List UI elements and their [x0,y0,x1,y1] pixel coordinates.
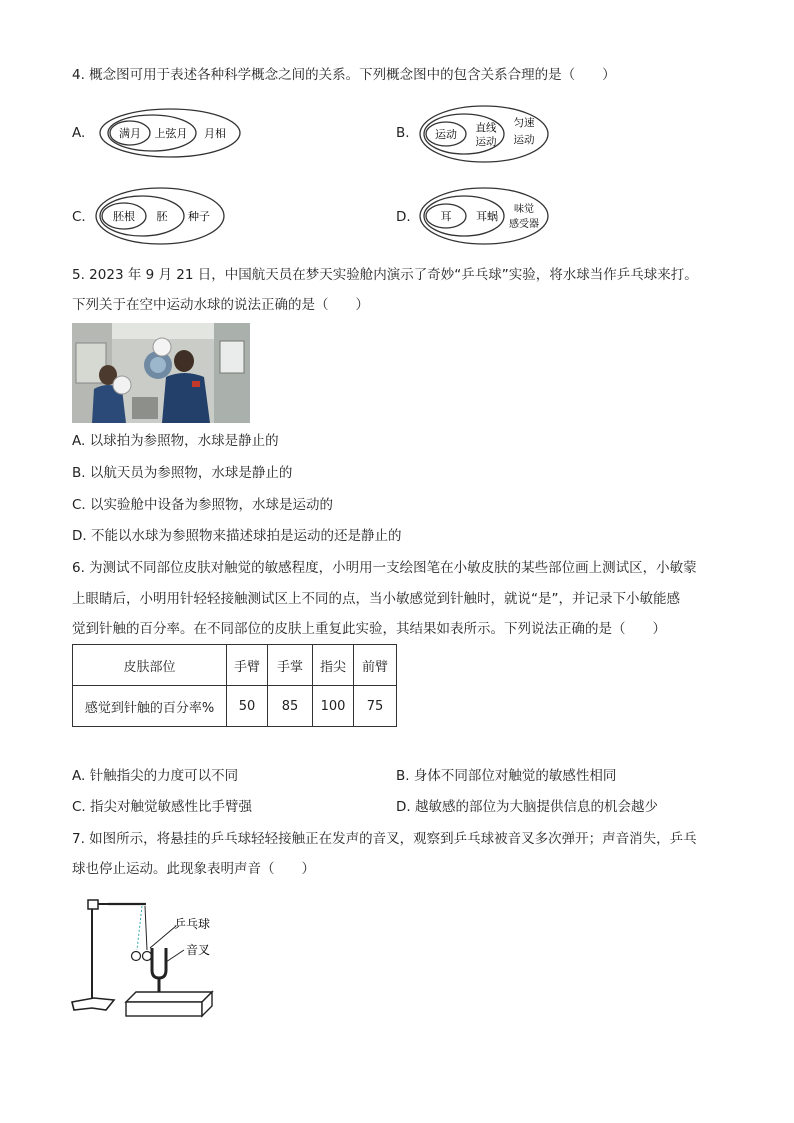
q4-option-d-diagram [418,186,552,246]
q4-b-middle-line1: 直线 [475,122,497,134]
q6-stem-line3: 觉到针触的百分率。在不同部位的皮肤上重复此实验，其结果如表所示。下列说法正确的是（ ） [72,621,666,637]
q6-option-a[interactable]: A. 针触指尖的力度可以不同 [72,768,239,784]
table-cell: 50 [227,686,268,727]
q5-stem-line1: 5. 2023 年 9 月 21 日，中国航天员在梦天实验舱内演示了奇妙“乒乓球”实验，将水球当作乒乓球来打。 [72,267,698,283]
q4-option-c-letter[interactable]: C. [72,209,86,225]
q6-stem-line2: 上眼睛后，小明用针轻轻接触测试区上不同的点，当小敏感觉到针触时，就说“是”，并记录下小敏能感 [72,591,680,607]
q4-a-inner: 满月 [119,127,141,140]
q4-d-outer-line2: 感受器 [509,219,539,230]
table-header-cell: 前臂 [354,645,397,686]
q4-option-b-letter[interactable]: B. [396,125,410,141]
q7-stem-line2: 球也停止运动。此现象表明声音（ ） [72,861,315,877]
q5-option-b[interactable]: B. 以航天员为参照物，水球是静止的 [72,465,293,481]
q5-option-a[interactable]: A. 以球拍为参照物，水球是静止的 [72,433,279,449]
table-row-header: 感觉到针触的百分率% [73,686,227,727]
q4-option-d-letter[interactable]: D. [396,209,411,225]
table-cell: 85 [268,686,313,727]
table-header-cell: 指尖 [313,645,354,686]
q5-stem-line2: 下列关于在空中运动水球的说法正确的是（ ） [72,297,369,313]
table-cell: 100 [313,686,354,727]
q4-c-outer: 种子 [188,210,210,223]
q4-option-a-letter[interactable]: A. [72,125,86,141]
q6-option-c[interactable]: C. 指尖对触觉敏感性比手臂强 [72,799,253,815]
q4-b-outer-line1: 匀速 [513,117,535,129]
q4-a-middle: 上弦月 [154,127,188,140]
q4-d-inner: 耳 [440,210,452,223]
q6-stem-line1: 6. 为测试不同部位皮肤对触觉的敏感程度，小明用一支绘图笔在小敏皮肤的某些部位画上测试区，小敏蒙 [72,560,697,576]
table-row [73,645,397,686]
table-header-cell: 手掌 [268,645,313,686]
q4-c-inner: 胚根 [113,210,135,223]
astronaut-photo [72,323,250,423]
q4-a-outer: 月相 [204,127,226,140]
q5-option-c[interactable]: C. 以实验舱中设备为参照物，水球是运动的 [72,497,334,513]
q4-b-middle-line2: 运动 [475,136,497,148]
q4-d-middle: 耳蜗 [476,210,498,223]
table-header-cell: 皮肤部位 [73,645,227,686]
q4-b-inner: 运动 [435,128,457,141]
q7-label-fork: 音叉 [186,943,211,957]
q7-stem-line1: 7. 如图所示，将悬挂的乒乓球轻轻接触正在发声的音叉，观察到乒乓球被音叉多次弹开；声音消失，乒乓 [72,831,697,847]
q4-b-outer-line2: 运动 [513,134,535,146]
sensitivity-table [72,644,397,727]
table-cell: 75 [354,686,397,727]
q4-option-c-diagram [94,186,228,246]
q4-c-middle: 胚 [156,210,168,223]
q4-option-a-diagram [98,107,246,159]
q7-label-ball: 乒乓球 [174,917,211,931]
q6-option-d[interactable]: D. 越敏感的部位为大脑提供信息的机会越少 [396,799,658,815]
tuning-fork-apparatus-diagram [66,892,246,1026]
q5-option-d[interactable]: D. 不能以水球为参照物来描述球拍是运动的还是静止的 [72,528,402,544]
table-row [73,686,397,727]
table-header-cell: 手臂 [227,645,268,686]
q4-option-b-diagram [418,104,552,164]
q6-option-b[interactable]: B. 身体不同部位对触觉的敏感性相同 [396,768,617,784]
q4-d-outer-line1: 味觉 [514,204,534,215]
q4-stem: 4. 概念图可用于表述各种科学概念之间的关系。下列概念图中的包含关系合理的是（ ） [72,67,616,83]
